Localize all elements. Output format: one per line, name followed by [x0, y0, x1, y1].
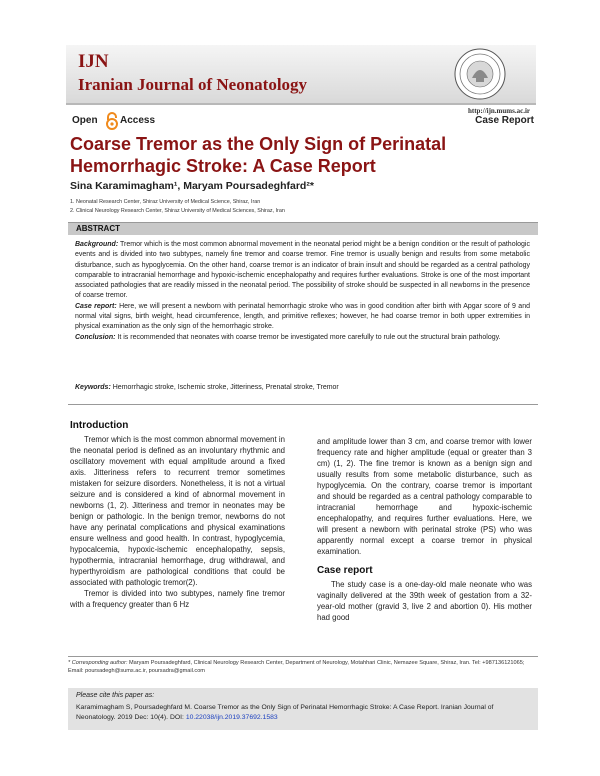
footnote-label: * Corresponding author:	[68, 660, 128, 666]
conclusion-text: It is recommended that neonates with coarse tremor be investigated more carefully to rule out the structural brain pathology.	[117, 333, 501, 341]
keywords-text: Hemorrhagic stroke, Ischemic stroke, Jitteriness, Prenatal stroke, Tremor	[112, 384, 339, 391]
footnote-text: Maryam Poursadeghfard, Clinical Neurology Research Center, Department of Neurology, Motahhari Clinic, Nemazee Square, Shiraz, Iran. Tel: +987136121065; Email: poursadegh@sums.ac.ir, poursadra@gmail.com	[68, 660, 525, 674]
journal-abbreviation: IJN	[78, 51, 109, 72]
open-access-row	[72, 115, 534, 131]
abstract-conclusion	[75, 333, 530, 343]
left-column	[70, 420, 285, 610]
citation-box	[68, 688, 538, 730]
journal-url[interactable]: http://ijn.mums.ac.ir	[467, 107, 530, 115]
article-type: Case Report	[475, 115, 534, 126]
intro-paragraph-2: Tremor is divided into two subtypes, namely fine tremor with a frequency greater than 6 Hz	[70, 589, 285, 609]
intro-paragraph-3: and amplitude lower than 3 cm, and coarse tremor with lower frequency rate and higher amplitude (equal or greater than 3 cm) (1, 2). The fine tremor is known as a benign sign and usually results from some metabolic disturbance, such as hypoglycemia. On the contrary, coarse tremor is important and should be regarded as a central pathology comparable to intracranial hemorrhage and hypoxic-ischemic encephalopathy, and requires further evaluations. Here, we will present a newborn with perinatal stroke (PS) who was apparently normal except a coarse tremor in physical examination.	[317, 437, 532, 556]
corresponding-author-note	[68, 659, 538, 675]
case-report-heading: Case report	[317, 565, 373, 576]
conclusion-label: Conclusion:	[75, 333, 116, 341]
abstract-case	[75, 302, 530, 333]
abstract-body	[75, 240, 530, 343]
university-seal-icon	[454, 48, 506, 100]
keywords	[75, 384, 530, 391]
access-label: Access	[120, 115, 156, 126]
article-title: Coarse Tremor as the Only Sign of Perinatal Hemorrhagic Stroke: A Case Report	[70, 134, 447, 176]
footnote-divider	[68, 656, 538, 657]
background-text: Tremor which is the most common abnormal movement in the neonatal period might be a benign condition or the result of pathologic events and is divided into two subtypes, namely fine tremor and coarse tremor. Fine tremor is usually benign and results from some metabolic disturbance, such as hypoglycemia. On the other hand, coarse tremor is an indicator of brain insult and should be regarded as a central pathology comparable to intracranial hemorrhage and hypoxic-ischemic encephalopathy and requires further evaluations. Stroke is one of the most important associated pathologies that are readily missed in the neonatal period. The possibility of stroke should be suspected in all newborns in the presence of coarse tremor.	[75, 241, 530, 300]
abstract-heading: ABSTRACT	[76, 224, 120, 233]
citation-text	[76, 703, 531, 723]
affiliation-1: 1. Neonatal Research Center, Shiraz University of Medical Science, Shiraz, Iran	[70, 199, 261, 205]
open-label: Open	[72, 115, 98, 126]
abstract-background	[75, 240, 530, 302]
abstract-heading-bar	[68, 222, 538, 235]
citation-heading: Please cite this paper as:	[76, 692, 155, 699]
journal-name: Iranian Journal of Neonatology	[78, 75, 308, 94]
case-text: Here, we will present a newborn with perinatal hemorrhagic stroke who was in good condition after birth with Apgar score of 9 and normal vital signs, birth weight, head circumference, length, and primitive reflexes; however, he had coarse tremor in both upper extremities in physical examination as the only sign of the hemorrhagic stroke.	[75, 302, 530, 331]
background-label: Background:	[75, 241, 119, 248]
open-access-lock-icon	[105, 112, 119, 130]
author-list: Sina Karamimagham¹, Maryam Poursadeghfard²*	[70, 180, 314, 192]
abstract-divider	[68, 404, 538, 405]
affiliation-2: 2. Clinical Neurology Research Center, Shiraz University of Medical Sciences, Shiraz, Iran	[70, 208, 285, 214]
case-label: Case report:	[75, 302, 117, 310]
introduction-heading: Introduction	[70, 420, 129, 431]
keywords-label: Keywords:	[75, 384, 111, 391]
right-column	[317, 436, 532, 623]
intro-paragraph-1: Tremor which is the most common abnormal movement in the neonatal period is defined as an involuntary rhythmic and oscillatory movement with equal amplitude around a fixed axis. Jitteriness refers to recurrent tremor sometimes mistaken for seizure disorders. Nonetheless, it is not a virtual seizure and is considered a kind of abnormal movement in newborns (1, 2). Jitteriness and tremor in neonates may be benign or pathologic. In the benign tremor, newborns do not have any perinatal complications and physical examinations ensure wellness and good health. In contrast, hypoglycemia, hypocalcemia, hypoxic-ischemic encephalopathy, sepsis, hypothermia, intracranial hemorrhage, drug withdrawal, and hyperthyroidism are pathological conditions that could be associated with pathologic tremor(2).	[70, 435, 285, 587]
citation-body: Karamimagham S, Poursadeghfard M. Coarse Tremor as the Only Sign of Perinatal Hemorrhagic Stroke: A Case Report. Iranian Journal of Neonatology. 2019 Dec: 10(4). DOI:	[76, 704, 494, 721]
citation-doi-link[interactable]: 10.22038/ijn.2019.37692.1583	[185, 714, 278, 721]
case-paragraph-1: The study case is a one-day-old male neonate who was vaginally delivered at the 39th week of gestation from a 32-year-old mother (gravid 3, live 2 and abortion 0). His mother had good	[317, 580, 532, 622]
journal-header	[66, 45, 536, 115]
